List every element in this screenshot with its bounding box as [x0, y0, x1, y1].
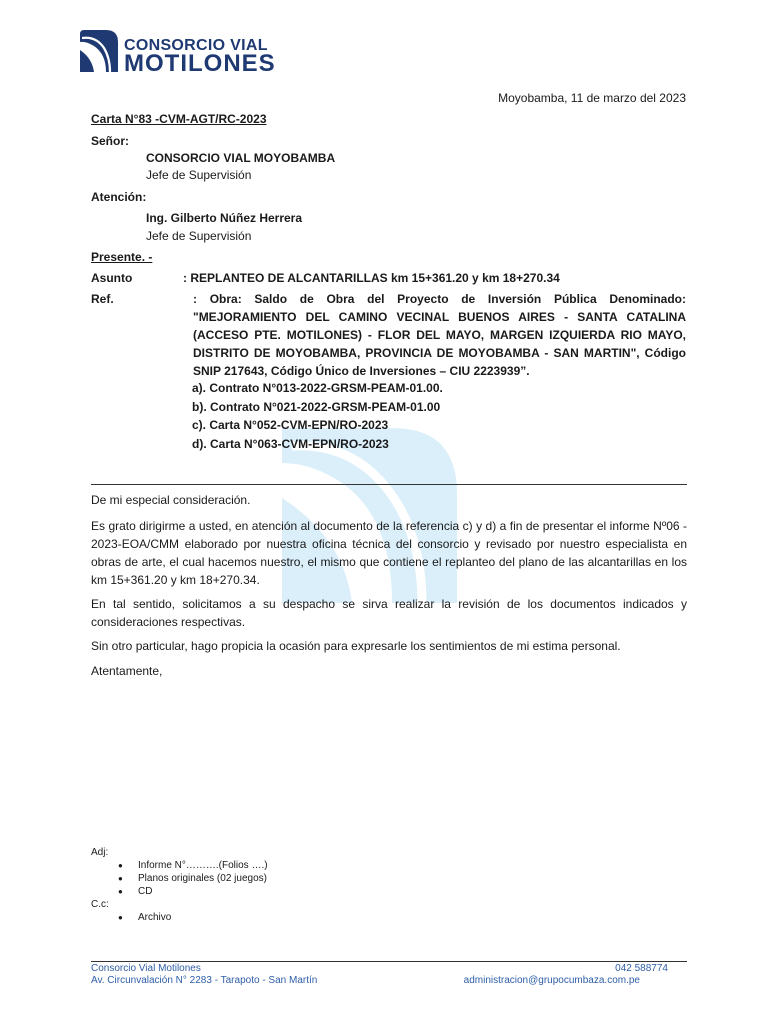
- ref-item: c). Carta N°052-CVM-EPN/RO-2023: [192, 418, 389, 432]
- body-paragraph-1: Es grato dirigirme a usted, en atención al documento de la referencia c) y d) a fin de presentar el informe Nº06 - 2023-EOA/CMM elaborado por nuestra oficina técnica del consorcio y revisado por nuestro especialista en obras de arte, el cual hacemos nuestro, el mismo que contiene el replanteo del plano de las alcantarillas en los km 15+361.20 y km 18+270.34.: [91, 519, 687, 587]
- senor-label: Señor:: [91, 134, 130, 148]
- ref-label: Ref.: [91, 292, 114, 306]
- list-item: ● CD: [118, 886, 153, 897]
- footer-company: Consorcio Vial Motilones: [91, 963, 201, 974]
- attention-role: Jefe de Supervisión: [146, 229, 252, 243]
- asunto-label: Asunto: [91, 271, 133, 285]
- atencion-label: Atención:: [91, 190, 147, 204]
- bullet-icon: ●: [118, 913, 123, 922]
- ref-item-list: [192, 379, 443, 453]
- header-divider: [91, 484, 687, 485]
- list-item: ● Planos originales (02 juegos): [118, 873, 267, 884]
- bullet-icon: ●: [118, 861, 123, 870]
- cc-label: C.c:: [91, 899, 109, 910]
- logo-text-line1: CONSORCIO VIAL: [124, 37, 268, 54]
- list-item: ● Informe N°……….(Folios ….): [118, 860, 268, 871]
- footer-address: Av. Circunvalación N° 2283 - Tarapoto - San Martín: [91, 975, 318, 986]
- bullet-icon: ●: [118, 874, 123, 883]
- recipient-role: Jefe de Supervisión: [146, 168, 252, 182]
- footer-divider: [91, 961, 687, 962]
- adj-list: [0, 859, 400, 899]
- ref-item: d). Carta N°063-CVM-EPN/RO-2023: [192, 436, 389, 451]
- list-item: ● Archivo: [118, 912, 172, 923]
- ref-item: a). Contrato N°013-2022-GRSM-PEAM-01.00.: [192, 381, 443, 395]
- letter-reference-number: Carta N°83 -CVM-AGT/RC-2023: [91, 112, 267, 126]
- attention-name: Ing. Gilberto Núñez Herrera: [146, 211, 303, 225]
- asunto-text: : REPLANTEO DE ALCANTARILLAS km 15+361.20 y km 18+270.34: [183, 271, 560, 285]
- company-logo: [76, 28, 276, 78]
- body-paragraph-3: Sin otro particular, hago propicia la ocasión para expresarle los sentimientos de mi estima personal.: [91, 639, 621, 653]
- presente-label: Presente. -: [91, 250, 153, 264]
- ref-item: b). Contrato N°021-2022-GRSM-PEAM-01.00: [192, 399, 441, 414]
- recipient-company: CONSORCIO VIAL MOYOBAMBA: [146, 151, 336, 165]
- body-paragraph-2: En tal sentido, solicitamos a su despacho se sirva realizar la revisión de los documentos indicados y consideraciones respectivas.: [91, 597, 687, 629]
- footer-phone: 042 588774: [615, 963, 668, 974]
- road-logo-icon: [76, 28, 120, 74]
- cc-list: [0, 911, 400, 924]
- ref-text: : Obra: Saldo de Obra del Proyecto de Inversión Pública Denominado: "MEJORAMIENTO DEL CAMINO VECINAL BUENOS AIRES - SANTA CATALINA (ACCESO PTE. MOTILONES) - FLOR DEL MAYO, MARGEN IZQUIERDA RIO MAYO, DISTRITO DE MOYOBAMBA, PROVINCIA DE MOYOBAMBA - SAN MARTIN", Código SNIP 217643, Código Único de Inversiones – CIU 2223939”.: [193, 292, 686, 378]
- bullet-icon: ●: [118, 887, 123, 896]
- closing: Atentamente,: [91, 664, 163, 678]
- adj-label: Adj:: [91, 847, 109, 858]
- logo-text-line2: MOTILONES: [124, 50, 276, 77]
- greeting: De mi especial consideración.: [91, 493, 251, 507]
- footer-email[interactable]: administracion@grupocumbaza.com.pe: [463, 975, 640, 986]
- letter-date: Moyobamba, 11 de marzo del 2023: [498, 91, 686, 105]
